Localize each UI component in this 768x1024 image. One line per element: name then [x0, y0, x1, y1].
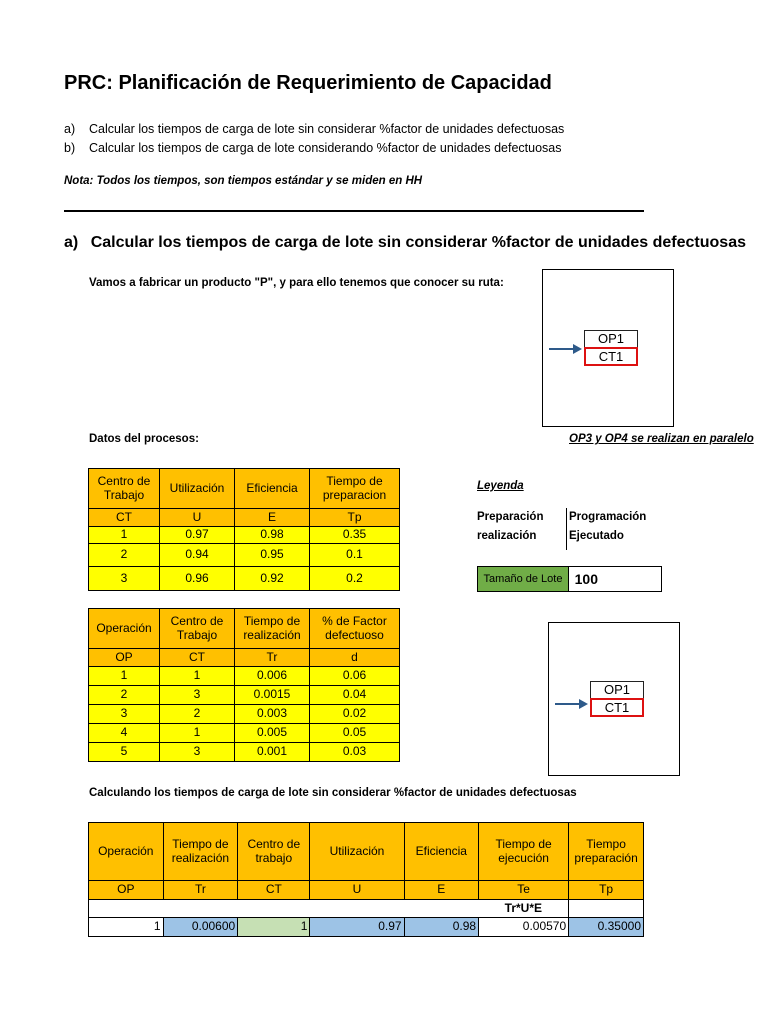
- item-marker: a): [64, 122, 76, 136]
- code-cell: Tr: [163, 881, 238, 900]
- table-cell: 2: [160, 705, 235, 724]
- table-cell: 3: [160, 686, 235, 705]
- lot-size-label: Tamaño de Lote: [477, 566, 569, 592]
- legend-programacion: Programación: [569, 511, 647, 523]
- operation-node: [584, 330, 638, 366]
- table-cell[interactable]: 0.97: [310, 918, 404, 937]
- operation-node: [590, 681, 644, 717]
- table-row: [89, 527, 400, 544]
- table-cell: 1: [89, 667, 160, 686]
- arrow-icon: [579, 699, 588, 709]
- table-cell: 0.94: [160, 544, 235, 567]
- table-cell: 3: [89, 705, 160, 724]
- table-row: [89, 667, 400, 686]
- formula-spacer: [569, 900, 644, 918]
- datos-label: Datos del procesos:: [89, 433, 199, 445]
- workcenter-label: CT1: [584, 347, 638, 366]
- header-cell: Operación: [89, 609, 160, 649]
- table-cell: 0.96: [160, 567, 235, 591]
- table-cell[interactable]: 1: [238, 918, 310, 937]
- item-text: Calcular los tiempos de carga de lote sin considerar %factor de unidades defectuosas: [89, 122, 565, 136]
- header-cell: Eficiencia: [404, 823, 479, 881]
- code-cell: Te: [479, 881, 569, 900]
- item-text: Calcular los tiempos de carga de lote considerando %factor de unidades defectuosas: [89, 141, 562, 155]
- divider: [64, 210, 644, 212]
- op-note: OP3 y OP4 se realizan en paralelo: [569, 433, 754, 445]
- table-cell: 0.005: [235, 724, 310, 743]
- table-cell: 0.02: [310, 705, 400, 724]
- workcenter-label: CT1: [590, 698, 644, 717]
- table-cell: 3: [89, 567, 160, 591]
- header-cell: Centro de Trabajo: [89, 469, 160, 509]
- table-cell[interactable]: 0.98: [404, 918, 479, 937]
- table-row: [89, 567, 400, 591]
- table-cell: 4: [89, 724, 160, 743]
- table-cell[interactable]: 0.00570: [479, 918, 569, 937]
- legend-divider: [566, 508, 567, 550]
- intro-text: Vamos a fabricar un producto "P", y para ello tenemos que conocer su ruta:: [89, 277, 504, 289]
- table-cell: 3: [160, 743, 235, 762]
- header-cell: Centro de Trabajo: [160, 609, 235, 649]
- header-cell: Centro de trabajo: [238, 823, 310, 881]
- code-cell: Tp: [569, 881, 644, 900]
- formula-spacer: [89, 900, 479, 918]
- calculation-table: [88, 822, 644, 937]
- code-cell: E: [404, 881, 479, 900]
- header-cell: Eficiencia: [235, 469, 310, 509]
- table-row: [89, 743, 400, 762]
- arrow-line: [549, 348, 575, 350]
- code-cell: CT: [160, 649, 235, 667]
- route-diagram: [542, 269, 674, 427]
- header-cell: Utilización: [160, 469, 235, 509]
- table-cell: 0.04: [310, 686, 400, 705]
- lot-size-value[interactable]: [568, 566, 662, 592]
- page-title: PRC: Planificación de Requerimiento de Capacidad: [64, 72, 552, 94]
- table-cell: 0.06: [310, 667, 400, 686]
- header-cell: Tiempo de preparacion: [310, 469, 400, 509]
- table-cell[interactable]: 0.35000: [569, 918, 644, 937]
- calc-label: Calculando los tiempos de carga de lote sin considerar %factor de unidades defectuosas: [89, 787, 577, 799]
- header-cell: Tiempo de realización: [163, 823, 238, 881]
- header-cell: Tiempo de realización: [235, 609, 310, 649]
- arrow-icon: [573, 344, 582, 354]
- code-cell: CT: [89, 509, 160, 527]
- formula-cell: Tr*U*E: [479, 900, 569, 918]
- table-cell: 0.98: [235, 527, 310, 544]
- note: Nota: Todos los tiempos, son tiempos estándar y se miden en HH: [64, 175, 423, 187]
- code-cell: Tp: [310, 509, 400, 527]
- table-cell: 0.2: [310, 567, 400, 591]
- table-cell: 0.97: [160, 527, 235, 544]
- section-marker: a): [64, 234, 79, 251]
- table-row: [89, 724, 400, 743]
- code-cell: Tr: [235, 649, 310, 667]
- table-cell[interactable]: 1: [89, 918, 164, 937]
- table-row: [89, 686, 400, 705]
- table-cell: 2: [89, 544, 160, 567]
- header-cell: Tiempo de ejecución: [479, 823, 569, 881]
- list-item: [64, 141, 562, 155]
- table-cell: 1: [89, 527, 160, 544]
- table-cell: 0.1: [310, 544, 400, 567]
- table-cell: 0.006: [235, 667, 310, 686]
- header-cell: Tiempo preparación: [569, 823, 644, 881]
- table-cell: 2: [89, 686, 160, 705]
- legend-realizacion: realización: [477, 530, 537, 542]
- table-cell: 0.001: [235, 743, 310, 762]
- item-marker: b): [64, 141, 76, 155]
- table-cell: 0.05: [310, 724, 400, 743]
- code-cell: CT: [238, 881, 310, 900]
- table-cell: 0.003: [235, 705, 310, 724]
- header-cell: Operación: [89, 823, 164, 881]
- table-cell: 0.35: [310, 527, 400, 544]
- table-row: [89, 705, 400, 724]
- lot-size-number: 100: [574, 571, 598, 587]
- table-row: [89, 544, 400, 567]
- operation-label: OP1: [590, 681, 644, 698]
- table-row: [89, 918, 644, 937]
- legend-preparacion: Preparación: [477, 511, 544, 523]
- code-cell: OP: [89, 881, 164, 900]
- section-a-heading: [64, 234, 746, 252]
- table-cell: 0.0015: [235, 686, 310, 705]
- table-cell: 5: [89, 743, 160, 762]
- operation-label: OP1: [584, 330, 638, 347]
- table-cell: 1: [160, 667, 235, 686]
- code-cell: d: [310, 649, 400, 667]
- table-cell: 1: [160, 724, 235, 743]
- code-cell: OP: [89, 649, 160, 667]
- legend-title: Leyenda: [477, 480, 524, 492]
- header-cell: Utilización: [310, 823, 404, 881]
- table-cell: 0.03: [310, 743, 400, 762]
- code-cell: E: [235, 509, 310, 527]
- legend-ejecutado: Ejecutado: [569, 530, 624, 542]
- code-cell: U: [310, 881, 404, 900]
- operation-table: [88, 608, 400, 762]
- route-diagram: [548, 622, 680, 776]
- list-item: [64, 122, 565, 136]
- workcenter-table: [88, 468, 400, 591]
- arrow-line: [555, 703, 581, 705]
- table-cell[interactable]: 0.00600: [163, 918, 238, 937]
- table-cell: 0.95: [235, 544, 310, 567]
- table-cell: 0.92: [235, 567, 310, 591]
- section-heading-text: Calcular los tiempos de carga de lote sin considerar %factor de unidades defectuosas: [90, 234, 746, 251]
- code-cell: U: [160, 509, 235, 527]
- header-cell: % de Factor defectuoso: [310, 609, 400, 649]
